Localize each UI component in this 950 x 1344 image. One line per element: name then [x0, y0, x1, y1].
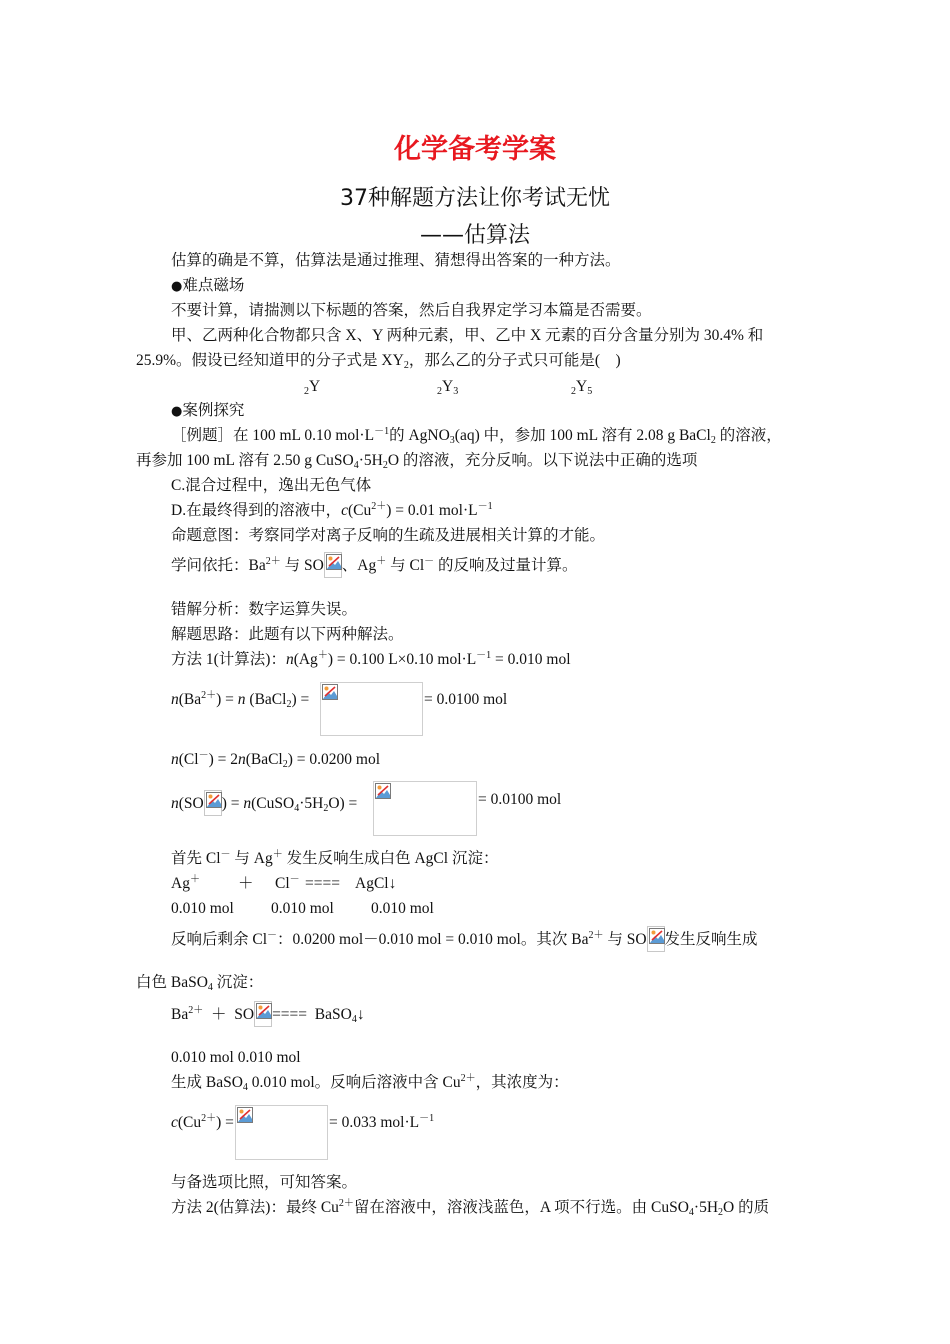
option-a: $_2$Y — [304, 378, 321, 397]
n-cl-equation: n(Cl－) = 2n(BaCl$_2$) = 0.0200 mol — [171, 750, 381, 770]
method-2-line: 方法 2(估算法)：最终 $Cu^{2+}$留在溶液中，溶液浅蓝色，A 项不行选。由 $CuSO_4\cdot 5H_2O$ 的质 — [171, 1198, 770, 1218]
amount-3: 0.010 mol — [371, 900, 434, 917]
intent-text: 命题意图：考察同学对离子反响的生疏及进展相关计算的才能。 — [171, 527, 606, 544]
example-line-2: 再参加 100 mL 溶有 2.50 g $CuSO_4\cdot 5H_2O$ 的溶液，充分反响。以下说法中正确的选项 — [136, 452, 698, 471]
equation-2: $Ba^{2+}$ ＋ SO ==== BaSO$_4$↓ — [171, 1001, 365, 1027]
example-line-1: ［例题］在 100 mL 0.10 $mol\cdot L^{-1}$的 AgNO$_3$(aq) 中，参加 100 mL 溶有 2.08 g BaCl$_2$ 的溶液， — [171, 426, 782, 446]
n-so4-equation: n(SO ) = $n(CuSO_4\cdot 5H_2O)$ = — [171, 790, 357, 816]
intro-text: 估算的确是不算，估算法是通过推理、猜想得出答案的一种方法。 — [171, 252, 621, 269]
page-subtitle: 37种解题方法让你考试无忧 — [340, 186, 610, 211]
error-analysis: 错解分析：数字运算失误。 — [171, 601, 358, 618]
generate-text: 生成 BaSO$_4$ 0.010 mol。反响后溶液中含 $Cu^{2+}$，其浓度为： — [171, 1073, 569, 1093]
amount-1: 0.010 mol — [171, 900, 234, 917]
amount-2: 0.010 mol — [271, 900, 334, 917]
bullet-icon: ● — [171, 279, 183, 294]
bullet-icon: ● — [171, 404, 183, 419]
n-ba-equation: $n(Ba^{2+}) = n$ (BaCl$_2$) = — [171, 690, 310, 710]
heading-case-study: ●案例探究 — [171, 402, 245, 419]
n-so4-result: = 0.0100 mol — [478, 791, 562, 808]
question-line-2: 25.9%。假设已经知道甲的分子式是 $XY_2$，那么乙的分子式只可能是( ) — [136, 352, 621, 371]
question-line-1: 甲、乙两种化合物都只含 X、Y 两种元素，甲、乙中 X 元素的百分含量分别为 30.4% 和 — [171, 327, 764, 344]
option-b: $_2Y_3$ — [437, 378, 459, 397]
c-cu-equation: $c(Cu^{2+})$ = — [171, 1113, 234, 1131]
option-d-text: D.在最终得到的溶液中，$c(Cu^{2+}) = 0.01$ $mol\cdot L^{-1}$ — [171, 501, 493, 519]
equation-1-product: AgCl↓ — [355, 875, 397, 892]
compare-text: 与备选项比照，可知答案。 — [171, 1174, 358, 1191]
broken-image-icon — [320, 682, 423, 736]
section-title: ——估算法 — [419, 223, 530, 248]
heading-difficulty: ●难点磁场 — [171, 277, 245, 294]
basis-text: 学问依托：$Ba^{2+}$ 与 SO 、Ag＋ 与 Cl－ 的反响及过量计算。 — [171, 552, 578, 578]
remain-text: 反响后剩余 Cl－：0.0200 mol－0.010 mol = 0.010 mol。其次 $Ba^{2+}$ 与 SO 发生反响生成 — [171, 926, 758, 952]
n-ba-result: = 0.0100 mol — [424, 691, 508, 708]
instruction-text: 不要计算，请揣测以下标题的答案，然后自我界定学习本篇是否需要。 — [171, 302, 652, 319]
method-1-line: 方法 1(计算法)：n(Ag＋) = 0.100 L×0.10 $mol\cdot L^{-1} = 0.010$ mol — [171, 650, 571, 668]
equation-1-arrow: ==== — [305, 875, 340, 892]
c-cu-result: = 0.033 $mol\cdot L^{-1}$ — [329, 1113, 435, 1131]
broken-image-icon — [373, 781, 477, 836]
broken-image-icon — [324, 552, 342, 578]
approach-text: 解题思路：此题有以下两种解法。 — [171, 626, 404, 643]
first-reaction-text: 首先 Cl－ 与 Ag＋ 发生反响生成白色 AgCl 沉淀： — [171, 849, 499, 867]
white-baso4-text: 白色 BaSO$_4$ 沉淀： — [136, 974, 264, 993]
amounts-2: 0.010 mol 0.010 mol — [171, 1049, 301, 1066]
page-title: 化学备考学案 — [394, 134, 556, 165]
equation-1-cl: Cl－ — [275, 874, 300, 892]
broken-image-icon — [235, 1105, 328, 1160]
broken-image-icon — [204, 790, 222, 816]
option-c-text: C.混合过程中，逸出无色气体 — [171, 477, 372, 494]
broken-image-icon — [254, 1001, 272, 1027]
equation-1-ag: Ag＋ — [171, 874, 200, 892]
equation-1-plus: ＋ — [238, 875, 254, 892]
option-c: $_2Y_5$ — [571, 378, 593, 397]
broken-image-icon — [647, 926, 665, 952]
